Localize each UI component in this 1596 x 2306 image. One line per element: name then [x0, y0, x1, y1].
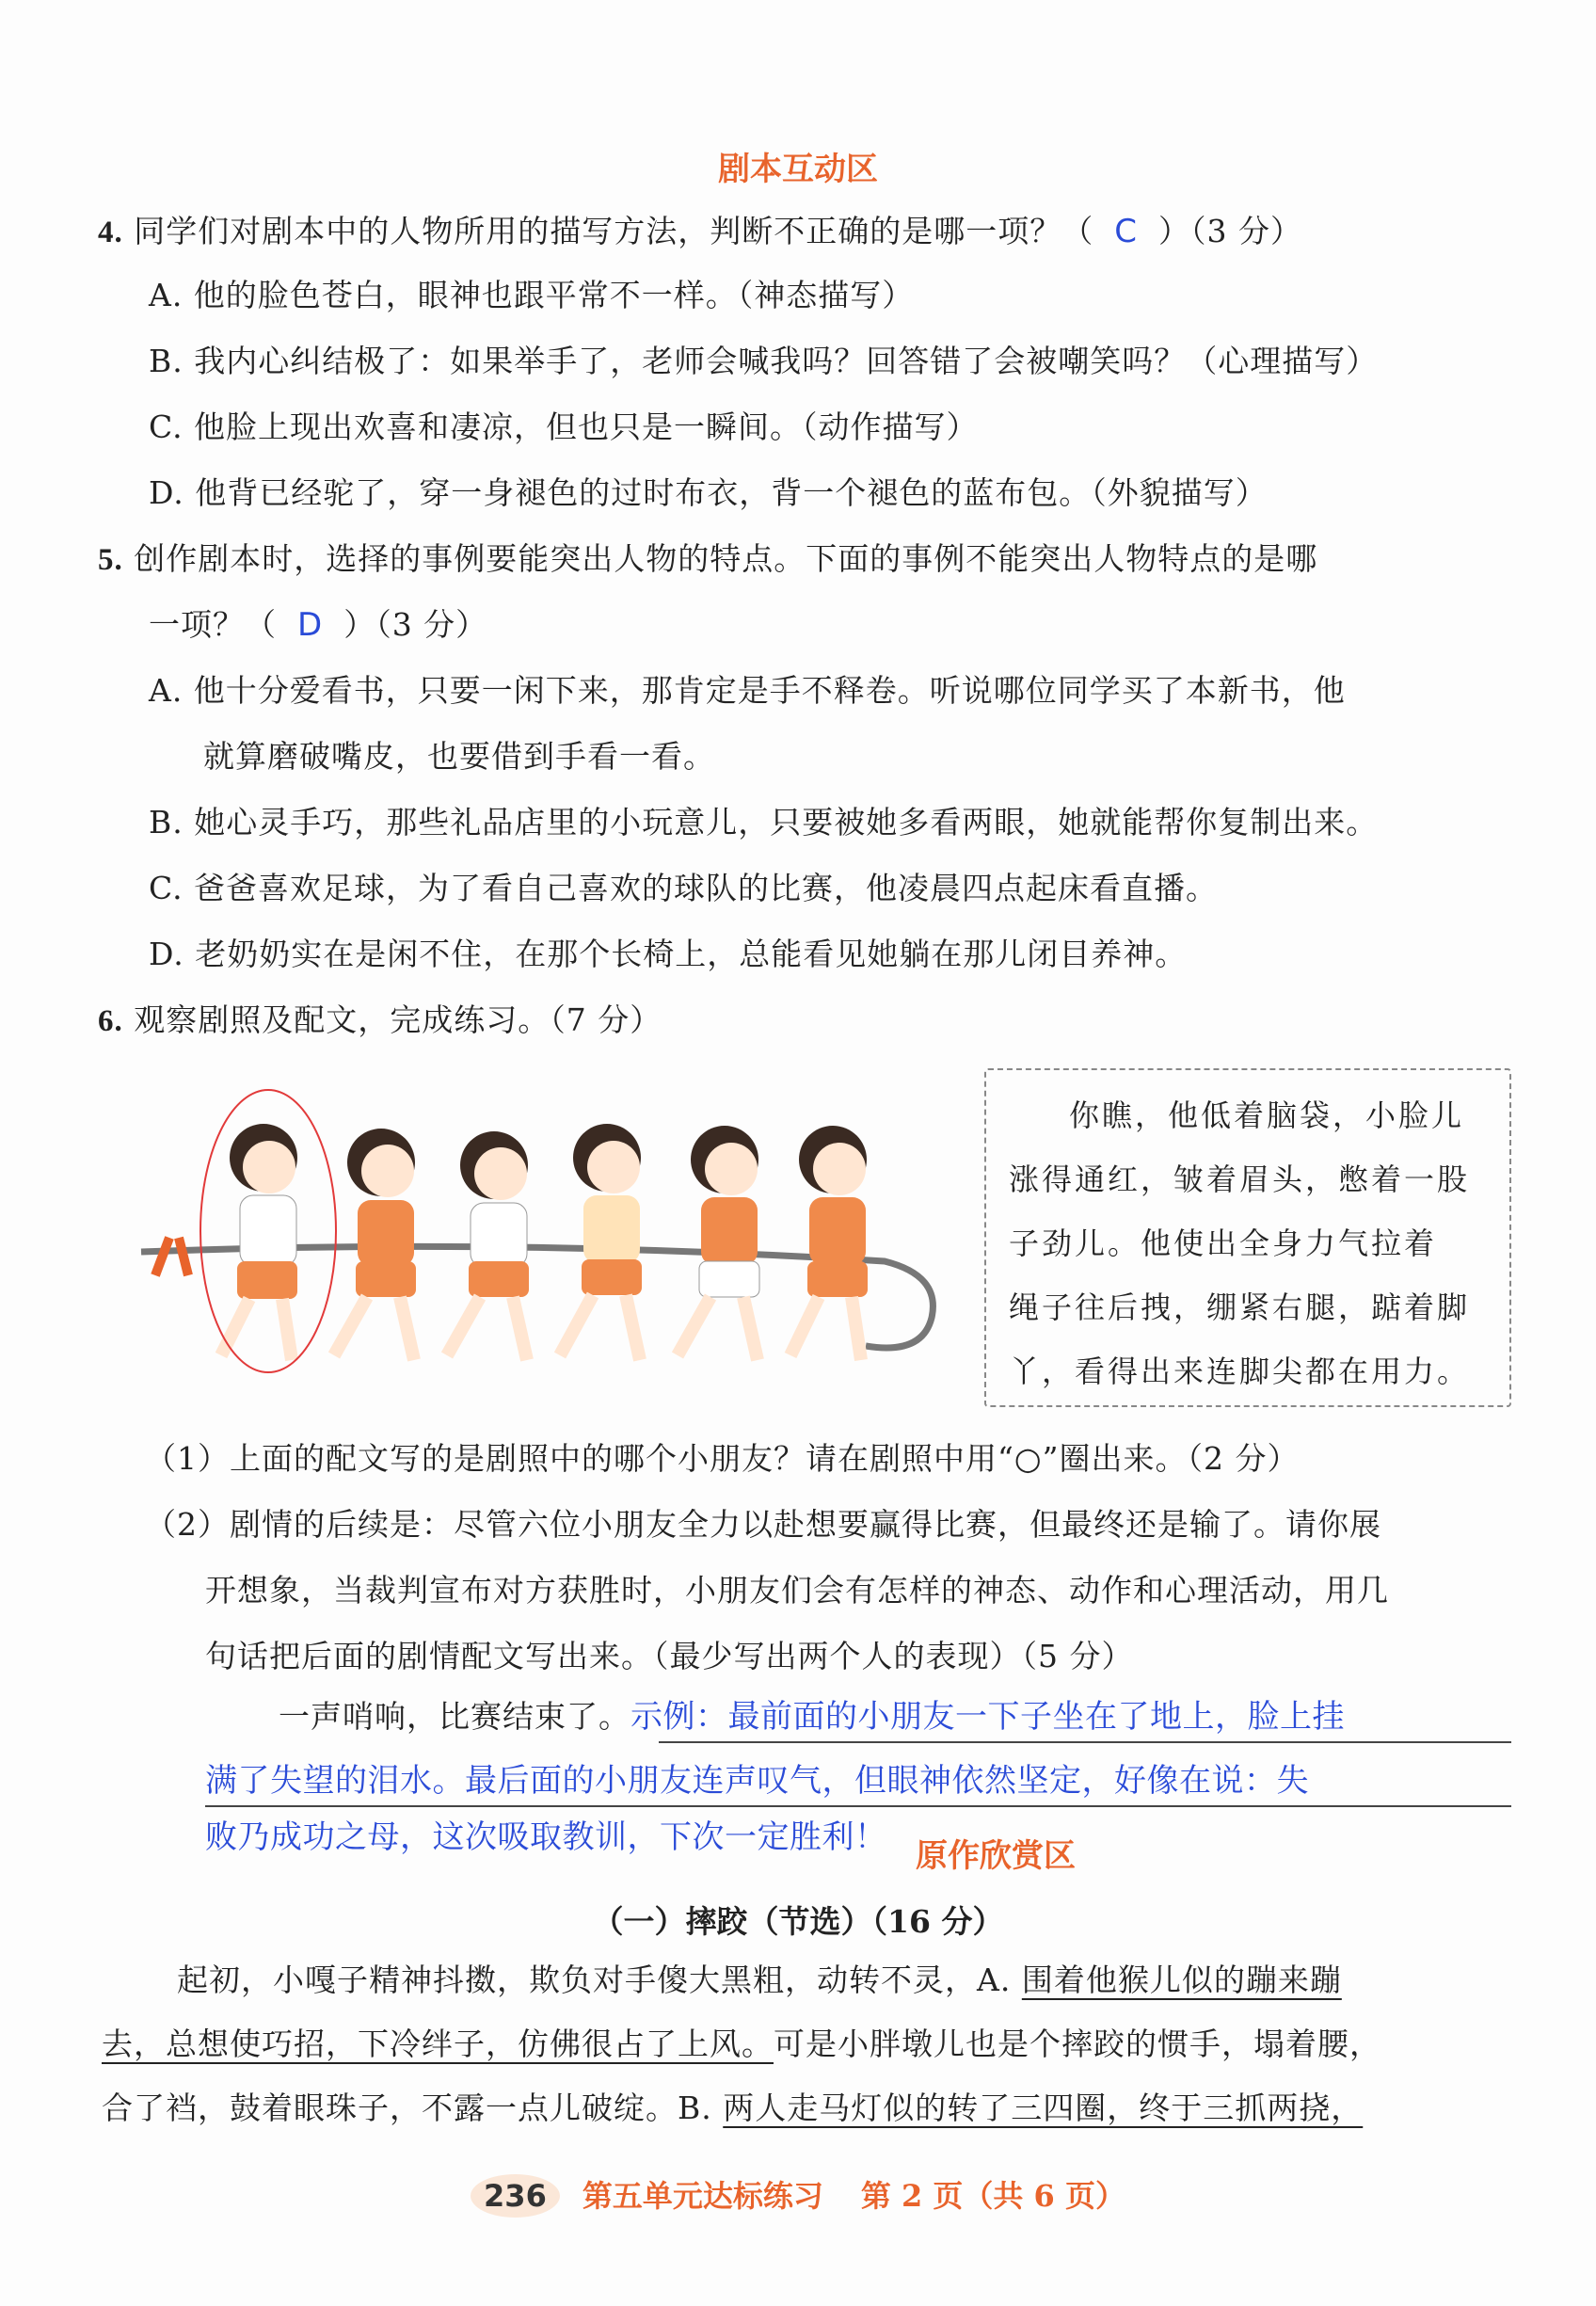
question-5-stem-line2 — [149, 604, 487, 646]
q4-option-c: C. 他脸上现出欢喜和凄凉，但也只是一瞬间。（动作描写） — [149, 408, 979, 445]
question-4-stem — [98, 211, 1302, 253]
underlined-sentence-b: 两人走马灯似的转了三四圈，终于三抓两挠， — [723, 2090, 1364, 2126]
q6-sub2-line3: 句话把后面的剧情配文写出来。（最少写出两个人的表现）（5 分） — [205, 1638, 1134, 1674]
illustration-caption-box — [984, 1068, 1511, 1407]
question-score: ）（3 分） — [1158, 213, 1302, 249]
answer-underline — [659, 1741, 1511, 1743]
tug-of-war-children-illustration — [132, 1073, 950, 1384]
q4-option-b: B. 我内心纠结极了：如果举手了，老师会喊我吗？回答错了会被嘲笑吗？（心理描写） — [149, 343, 1379, 379]
q6-answer-line2: 满了失望的泪水。最后面的小朋友连声叹气，但眼神依然坚定，好像在说：失 — [205, 1762, 1309, 1800]
page-info: 第 2 页（共 6 页） — [860, 2178, 1125, 2214]
q6-answer-line3: 败乃成功之母，这次吸取教训，下次一定胜利！ — [205, 1818, 887, 1856]
passage-line1 — [177, 1960, 1342, 2001]
question-number: 5. — [98, 543, 123, 577]
question-6-stem — [98, 1000, 662, 1042]
passage-text: 起初，小嘎子精神抖擞，欺负对手傻大黑粗，动转不灵，A. — [177, 1962, 1012, 1998]
rope-flag-icon — [155, 1238, 188, 1275]
q4-option-a: A. 他的脸色苍白，眼神也跟平常不一样。（神态描写） — [149, 277, 915, 313]
section-title-original-appreciation: 原作欣赏区 — [916, 1837, 1076, 1875]
caption-line: 你瞧，他低着脑袋，小脸儿 — [1069, 1097, 1465, 1133]
page-number: 236 — [471, 2174, 560, 2218]
answer-prompt: 一声哨响，比赛结束了。 — [279, 1698, 630, 1735]
child-1 — [221, 1124, 297, 1360]
question-number: 4. — [98, 216, 123, 249]
underlined-sentence-a: 去，总想使巧招，下冷绊子，仿佛很占了上风。 — [102, 2026, 774, 2062]
question-text: 观察剧照及配文，完成练习。（7 分） — [134, 1001, 662, 1038]
passage-line3 — [102, 2088, 1363, 2129]
q5-option-c: C. 爸爸喜欢足球，为了看自己喜欢的球队的比赛，他凌晨四点起床看直播。 — [149, 870, 1219, 906]
q4-option-d: D. 他背已经驼了，穿一身褪色的过时布衣，背一个褪色的蓝布包。（外貌描写） — [149, 474, 1268, 511]
q5-option-b: B. 她心灵手巧，那些礼品店里的小玩意儿，只要被她多看两眼，她就能帮你复制出来。 — [149, 804, 1379, 841]
page-footer — [0, 2172, 1596, 2218]
answer-q4: C — [1114, 213, 1138, 250]
unit-title: 第五单元达标练习 — [582, 2178, 823, 2214]
caption-line: 子劲儿。他使出全身力气拉着 — [1009, 1225, 1438, 1261]
q6-answer-line1 — [279, 1696, 1345, 1738]
passage-line2 — [102, 2024, 1381, 2065]
q5-option-d: D. 老奶奶实在是闲不住，在那个长椅上，总能看见她躺在那儿闭目养神。 — [149, 936, 1188, 972]
q5-option-a-line1: A. 他十分爱看书，只要一闲下来，那肯定是手不释卷。听说哪位同学买了本新书，他 — [149, 672, 1346, 709]
answer-underline — [205, 1805, 1511, 1807]
child-5 — [678, 1126, 759, 1360]
section-title-script-interaction: 剧本互动区 — [718, 151, 878, 188]
caption-line: 丫，看得出来连脚尖都在用力。 — [1009, 1353, 1471, 1389]
passage-title: （一）摔跤（节选）（16 分） — [592, 1903, 1004, 1940]
answer-q5: D — [297, 606, 324, 644]
child-4 — [560, 1124, 642, 1360]
q6-sub1: （1）上面的配文写的是剧照中的哪个小朋友？请在剧照中用“○”圈出来。（2 分） — [145, 1440, 1300, 1477]
caption-line: 涨得通红，皱着眉头，憋着一股 — [1009, 1161, 1471, 1197]
question-5-stem — [98, 538, 1317, 581]
question-number: 6. — [98, 1004, 123, 1038]
passage-text: 合了裆，鼓着眼珠子，不露一点儿破绽。B. — [102, 2090, 712, 2126]
child-6 — [790, 1126, 868, 1360]
question-text: 同学们对剧本中的人物所用的描写方法，判断不正确的是哪一项？（ — [134, 213, 1094, 249]
q6-sub2-line1: （2）剧情的后续是：尽管六位小朋友全力以赴想要赢得比赛，但最终还是输了。请你展 — [145, 1506, 1381, 1543]
underlined-sentence-a: 围着他猴儿似的蹦来蹦 — [1021, 1962, 1342, 1998]
answer-text: 示例：最前面的小朋友一下子坐在了地上，脸上挂 — [630, 1698, 1345, 1736]
caption-line: 绳子往后拽，绷紧右腿，踮着脚 — [1009, 1289, 1471, 1325]
q5-option-a-line2: 就算磨破嘴皮，也要借到手看一看。 — [203, 738, 715, 775]
question-text: 创作剧本时，选择的事例要能突出人物的特点。下面的事例不能突出人物特点的是哪 — [134, 540, 1318, 577]
question-score: ）（3 分） — [343, 606, 488, 643]
question-text: 一项？（ — [149, 606, 277, 643]
q6-sub2-line2: 开想象，当裁判宣布对方获胜时，小朋友们会有怎样的神态、动作和心理活动，用几 — [205, 1572, 1389, 1609]
passage-text: 可是小胖墩儿也是个摔跤的惯手，塌着腰， — [774, 2026, 1381, 2062]
